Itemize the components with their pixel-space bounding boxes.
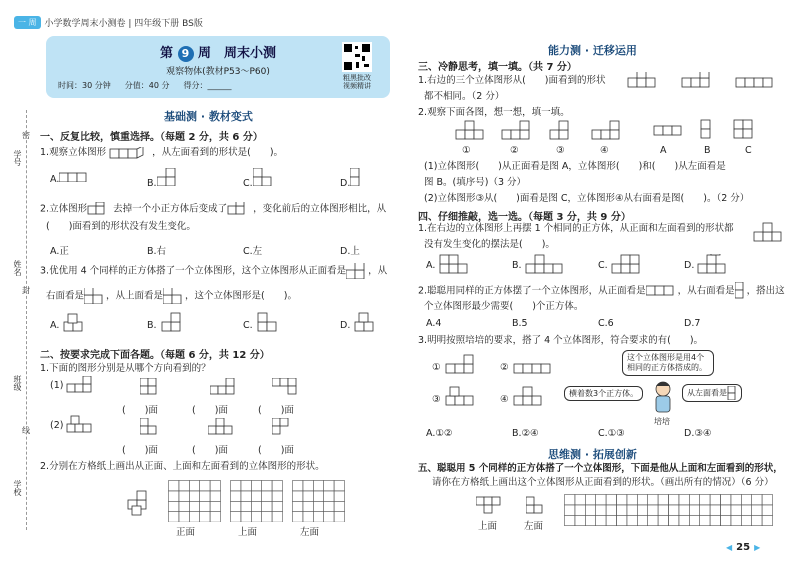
s3-option-b[interactable]: B.②④: [512, 428, 539, 439]
g2-blank-2[interactable]: ( )面: [192, 445, 228, 456]
p5-label-left: 左面: [524, 521, 544, 532]
title-post: 周 周末小测: [198, 46, 277, 61]
title-pre: 第: [159, 46, 173, 61]
s-question-2-b: 个立体图形最少需要( )个正方体。: [424, 301, 584, 312]
g1-blank-3[interactable]: ( )面: [258, 405, 294, 416]
question-3: 3.优优用 4 个同样的正方体搭了一个立体图形，这个立体图形从正面看是 ，从: [40, 263, 387, 279]
header-series: 小学数学周末小测卷 | 四年级下册 BS版: [44, 18, 203, 29]
part-four: 四、仔细推敲，选一选。（每题 3 分，共 9 分）: [418, 212, 631, 223]
margin-class: 班级: [13, 375, 22, 391]
s2-option-c[interactable]: C.6: [598, 318, 614, 329]
q2-option-a[interactable]: A.正: [50, 246, 69, 257]
got-label: 得分：______: [183, 81, 232, 90]
r2-sub-2: (2)立体图形③从( )面看是图 C，立体图形④从右面看是图( )。（2 分）: [424, 193, 750, 204]
part-two: 二、按要求完成下面各题。（每题 6 分，共 12 分）: [40, 350, 270, 361]
q2-option-c[interactable]: C.左: [243, 246, 263, 257]
r2-labels: [462, 145, 782, 157]
r2-label-b: B: [704, 145, 711, 156]
s3-label-3: ③: [432, 394, 441, 405]
section-ability: 能力测 · 迁移运用: [548, 44, 637, 57]
next-page-icon[interactable]: ▶: [754, 543, 761, 552]
r2-label-4: ④: [600, 145, 609, 156]
p2-question-2: 2.分别在方格纸上画出从正面、上面和左面看到的立体图形的形状。: [40, 461, 325, 472]
speech-bubble-3: 从左面看是: [682, 384, 742, 402]
g2-label: (2): [50, 420, 64, 431]
r-question-1: 1.右边的三个立体图形从( )面看到的形状: [418, 75, 606, 86]
r2-sub-1: (1)立体图形( )从正面看是图 A，立体图形( )和( )从左面看是: [424, 161, 726, 172]
time-label: 时间：30 分钟: [58, 81, 111, 90]
question-2: 2.立体图形 去掉一个小正方体后变成了 ，变化前后的立体图形相比，从: [40, 202, 386, 217]
s1-option-c[interactable]: C.: [598, 260, 608, 271]
q1-option-c[interactable]: C.: [243, 168, 283, 189]
s1-option-d[interactable]: D.: [684, 260, 695, 271]
section-thinking: 思维测 · 拓展创新: [548, 448, 637, 461]
r-question-2: 2.观察下面各图，想一想，填一填。: [418, 107, 570, 118]
question-1: [40, 146, 283, 160]
p5-answer-grid[interactable]: [564, 494, 774, 528]
r2-label-c: C: [745, 145, 752, 156]
left-column: [40, 0, 395, 566]
q1-options: [50, 172, 390, 188]
g1-blank-1[interactable]: ( )面: [122, 405, 158, 416]
s3-label-2: ②: [500, 362, 509, 373]
p2-question-1: 1.下面的图形分别是从哪个方向看到的？: [40, 363, 211, 374]
p2q2-figure: [126, 488, 160, 518]
s3-option-a[interactable]: A.①②: [426, 428, 453, 439]
margin-feng: 封: [22, 286, 30, 295]
q3-option-d[interactable]: D.: [340, 320, 351, 331]
q3-option-a[interactable]: A.: [50, 320, 60, 331]
q1-option-d[interactable]: D.: [340, 168, 364, 189]
part-one: 一、反复比较，慎重选择。（每题 2 分，共 6 分）: [40, 132, 263, 143]
q2-option-d[interactable]: D.上: [340, 246, 360, 257]
s3-option-d[interactable]: D.③④: [684, 428, 712, 439]
s3-label-1: ①: [432, 362, 441, 373]
margin-xian: 线: [22, 426, 30, 435]
q1-text: 1.观察立体图形: [40, 147, 107, 158]
right-column: [418, 0, 790, 566]
score-label: 分值：40 分: [124, 81, 170, 90]
p5-top-view: [476, 496, 510, 516]
q1-option-b[interactable]: B.: [147, 168, 187, 189]
banner-subtitle: 观察物体(教材P53～P60): [166, 67, 270, 77]
r2-label-2: ②: [510, 145, 519, 156]
s-question-2: 2.聪聪用同样的正方体摆了一个立体图形，从正面看是 ，从右面看是 ，搭出这: [418, 282, 785, 300]
margin-number: 学号: [13, 150, 22, 166]
s3-option-c[interactable]: C.①③: [598, 428, 625, 439]
margin-mi: 密: [22, 131, 30, 140]
r2-label-a: A: [660, 145, 667, 156]
g2-figure: [66, 414, 100, 436]
s1-figure: [752, 220, 788, 246]
r2-sub-1-b: 图 B。(填序号)（3 分）: [424, 177, 527, 188]
s2-option-d[interactable]: D.7: [684, 318, 701, 329]
g1-figure: [66, 376, 100, 396]
week-number: 9: [178, 46, 194, 62]
q3-options: [50, 312, 390, 342]
r1-figures: [626, 72, 786, 90]
page-footer: [726, 542, 760, 553]
qr-caption: 粗黑批改 视频精讲: [343, 74, 371, 90]
grid-top[interactable]: [230, 480, 286, 522]
margin-school: 学校: [13, 480, 22, 496]
s1-option-a[interactable]: A.: [426, 260, 436, 271]
part-three: 三、冷静思考，填一填。（共 7 分）: [418, 62, 577, 73]
s-question-1: 1.在右边的立体图形上再摆 1 个相同的正方体，从正面和左面看到的形状都: [418, 223, 734, 234]
q1-figure: [109, 147, 149, 159]
s2-option-b[interactable]: B.5: [512, 318, 528, 329]
view-label-left: 左面: [300, 527, 320, 538]
p5-label-top: 上面: [478, 521, 498, 532]
q3-option-c[interactable]: C.: [243, 320, 253, 331]
r-question-1-b: 都不相同。（2 分）: [424, 91, 505, 102]
q3-line-2: 右面看是 ，从上面看是 ，这个立体图形是( )。: [46, 288, 297, 304]
q1-option-a[interactable]: A.: [50, 172, 89, 185]
g1-blank-2[interactable]: ( )面: [192, 405, 228, 416]
s2-option-a[interactable]: A.4: [426, 318, 442, 329]
r2-figures: [454, 118, 754, 148]
g2-blank-3[interactable]: ( )面: [258, 445, 294, 456]
view-label-top: 上面: [238, 527, 258, 538]
prev-page-icon[interactable]: ◀: [726, 543, 733, 552]
q2-option-b[interactable]: B.右: [147, 246, 167, 257]
q1-text-b: ，从左面看到的形状是( )。: [152, 147, 284, 158]
part-five: 五、聪聪用 5 个同样的正方体搭了一个立体图形，下面是他从上面和左面看到的形状，: [418, 463, 783, 474]
binding-margin: [0, 110, 30, 530]
g2-blank-1[interactable]: ( )面: [122, 445, 158, 456]
section-basic: 基础测 · 教材变式: [164, 110, 253, 123]
view-label-front: 正面: [176, 527, 196, 538]
speech-bubble-2: 横着数3个正方体。: [564, 386, 643, 401]
s1-option-b[interactable]: B.: [512, 260, 522, 271]
speech-bubble-1: 这个立体图形是用4个相同的正方体搭成的。: [622, 350, 714, 376]
grid-front[interactable]: [168, 480, 224, 522]
part-five-b: 请你在方格纸上画出这个立体图形从正面看到的形状。（画出所有的情况）（6 分）: [432, 477, 774, 488]
grid-left[interactable]: [292, 480, 348, 522]
s-question-3: 3.明明按照培培的要求，搭了 4 个立体图形，符合要求的有( )。: [418, 335, 704, 346]
teacher-name: 培培: [654, 417, 670, 426]
s-question-1-b: 没有发生变化的摆法是( )。: [424, 239, 555, 250]
teacher-icon: [648, 380, 678, 416]
r2-label-1: ①: [462, 145, 471, 156]
g1-label: (1): [50, 380, 64, 391]
q3-option-b[interactable]: B.: [147, 320, 157, 331]
r2-label-3: ③: [556, 145, 565, 156]
header-badge: 一 周: [14, 16, 41, 29]
p5-left-view: [526, 496, 550, 516]
q2-line-2: ( )面看到的形状没有发生变化。: [46, 221, 196, 232]
s1-options: [426, 254, 786, 278]
s3-label-4: ④: [500, 394, 509, 405]
margin-name: 姓名: [13, 260, 22, 276]
page-number: 25: [736, 542, 751, 553]
